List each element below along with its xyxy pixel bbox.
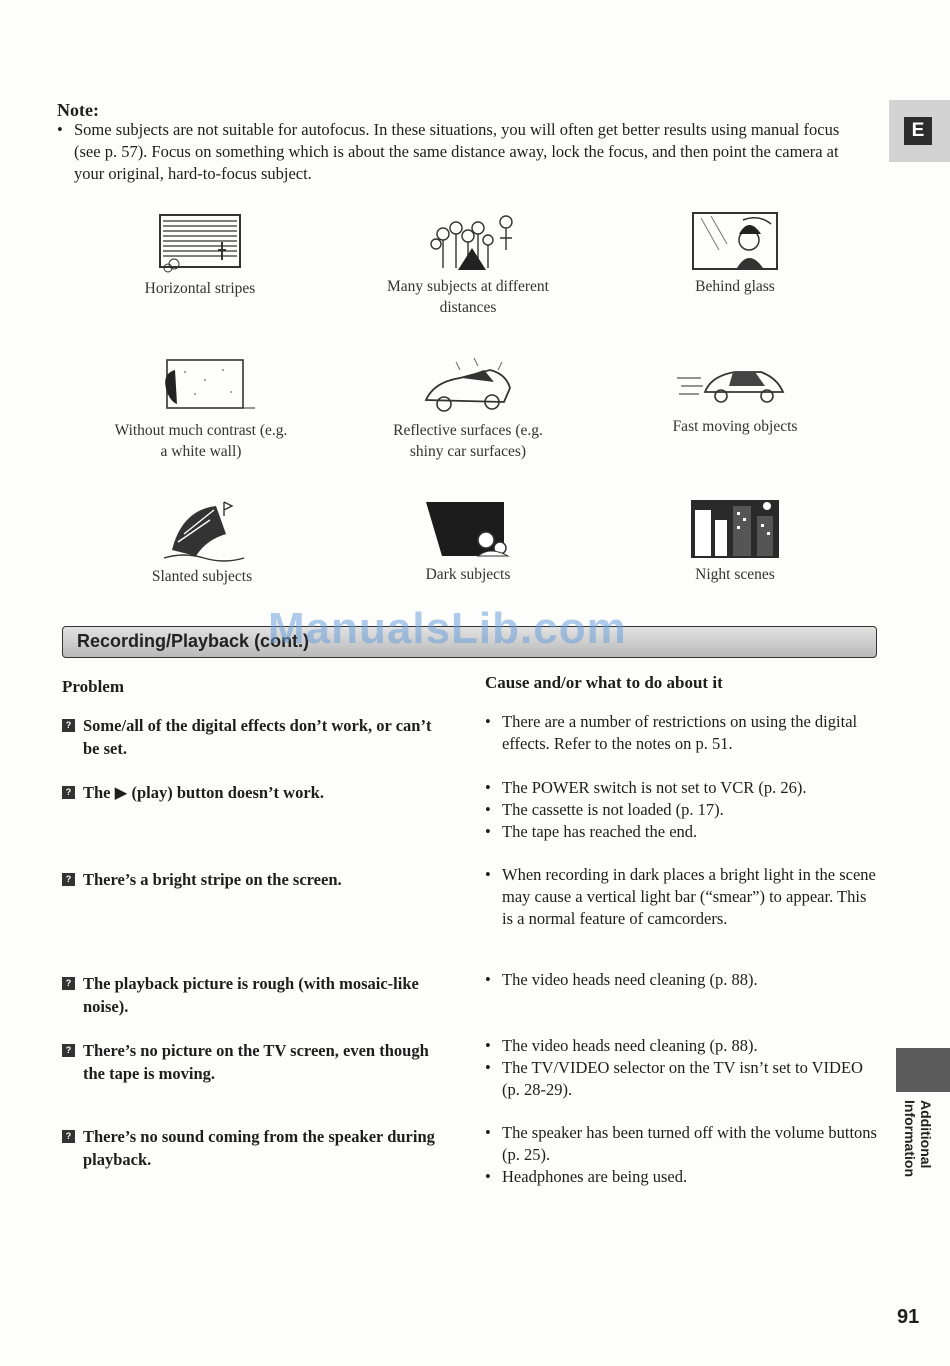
language-tab-letter: E <box>904 117 932 145</box>
watermark: ManualsLib.com <box>268 604 627 653</box>
shiny-car-picture <box>416 356 520 416</box>
illustration-slanted-subjects <box>112 498 292 587</box>
cause-column-header: Cause and/or what to do about it <box>485 673 723 692</box>
note-bullet: • <box>57 120 63 139</box>
problem-item <box>62 781 452 804</box>
note-paragraph <box>57 119 857 185</box>
night-city-picture <box>687 496 783 560</box>
question-marker-icon: ? <box>62 786 75 799</box>
ship-picture <box>154 498 250 562</box>
question-marker-icon: ? <box>62 873 75 886</box>
problem-item <box>62 972 452 1018</box>
illustration-low-contrast <box>110 356 292 462</box>
illustration-caption: Fast moving objects <box>672 418 798 435</box>
question-marker-icon: ? <box>62 977 75 990</box>
note-text: Some subjects are not suitable for autofocus. In these situations, you will often get better results using manual focus (see p. 57). Focus on something which is about the same distance away, lock the focus, and then point the camera at your original, hard-to-focus subject. <box>74 120 840 183</box>
language-tab <box>889 100 950 162</box>
problem-text: There’s a bright stripe on the screen. <box>83 870 342 889</box>
problem-text: There’s no picture on the TV screen, even though the tape is moving. <box>83 1041 429 1083</box>
problem-item <box>62 714 452 760</box>
question-marker-icon: ? <box>62 719 75 732</box>
side-label <box>900 1100 940 1200</box>
cause-item: • The video heads need cleaning (p. 88). <box>485 1035 880 1057</box>
illustration-behind-glass <box>645 210 825 297</box>
cause-list <box>485 864 880 930</box>
cause-item: • Headphones are being used. <box>485 1166 880 1188</box>
problem-item <box>62 1125 452 1171</box>
white-wall-picture <box>145 356 257 416</box>
illustration-many-subjects <box>378 212 558 318</box>
horizontal-stripes-picture <box>154 212 246 274</box>
illustration-caption: Horizontal stripes <box>144 280 256 297</box>
side-label-line1: Additional <box>918 1100 934 1169</box>
flowers-picture <box>418 212 518 272</box>
problem-text: The playback picture is rough (with mosaic-like noise). <box>83 974 419 1016</box>
cause-item: • The tape has reached the end. <box>485 821 880 843</box>
behind-glass-picture <box>689 210 781 272</box>
illustration-horizontal-stripes <box>110 212 290 299</box>
cause-list <box>485 1122 880 1188</box>
illustration-caption: Without much contrast (e.g. a white wall) <box>114 422 288 460</box>
cause-list <box>485 1035 880 1101</box>
cause-item: • When recording in dark places a bright light in the scene may cause a vertical light bar (“smear”) to appear. This is a normal feature of camcorders. <box>485 864 880 930</box>
cause-list <box>485 969 880 991</box>
problem-column-header: Problem <box>62 677 125 696</box>
illustration-dark-subjects <box>378 498 558 585</box>
note-heading: Note: <box>57 100 99 120</box>
problem-text: The ▶ (play) button doesn’t work. <box>83 783 324 802</box>
cause-item: • The speaker has been turned off with the volume buttons (p. 25). <box>485 1122 880 1166</box>
side-label-line2: Information <box>902 1100 918 1177</box>
problem-text: Some/all of the digital effects don’t work, or can’t be set. <box>83 716 432 758</box>
illustration-caption: Dark subjects <box>425 566 511 583</box>
illustration-caption: Night scenes <box>695 566 775 583</box>
cause-list <box>485 711 880 755</box>
illustration-reflective-surfaces <box>378 356 558 462</box>
illustration-caption: Many subjects at different distances <box>387 278 549 316</box>
problem-text: There’s no sound coming from the speaker during playback. <box>83 1127 435 1169</box>
problem-item <box>62 868 452 891</box>
question-marker-icon: ? <box>62 1044 75 1057</box>
fast-car-picture <box>675 356 795 412</box>
illustration-caption: Reflective surfaces (e.g. shiny car surfaces) <box>393 422 543 460</box>
cause-item: • The cassette is not loaded (p. 17). <box>485 799 880 821</box>
cause-item: • The TV/VIDEO selector on the TV isn’t set to VIDEO (p. 28-29). <box>485 1057 880 1101</box>
illustration-night-scenes <box>645 496 825 585</box>
cause-item: • There are a number of restrictions on using the digital effects. Refer to the notes on p. 51. <box>485 711 880 755</box>
page-number: 91 <box>897 1306 920 1328</box>
illustration-caption: Slanted subjects <box>151 568 253 585</box>
section-title: Recording/Playback (cont.) <box>77 631 310 651</box>
section-side-tab <box>896 1048 950 1092</box>
cause-item: • The POWER switch is not set to VCR (p. 26). <box>485 777 880 799</box>
cause-list <box>485 777 880 843</box>
question-marker-icon: ? <box>62 1130 75 1143</box>
dark-scene-picture <box>420 498 516 560</box>
illustration-fast-moving <box>640 356 830 437</box>
illustration-caption: Behind glass <box>695 278 775 295</box>
problem-item <box>62 1039 452 1085</box>
cause-item: • The video heads need cleaning (p. 88). <box>485 969 880 991</box>
